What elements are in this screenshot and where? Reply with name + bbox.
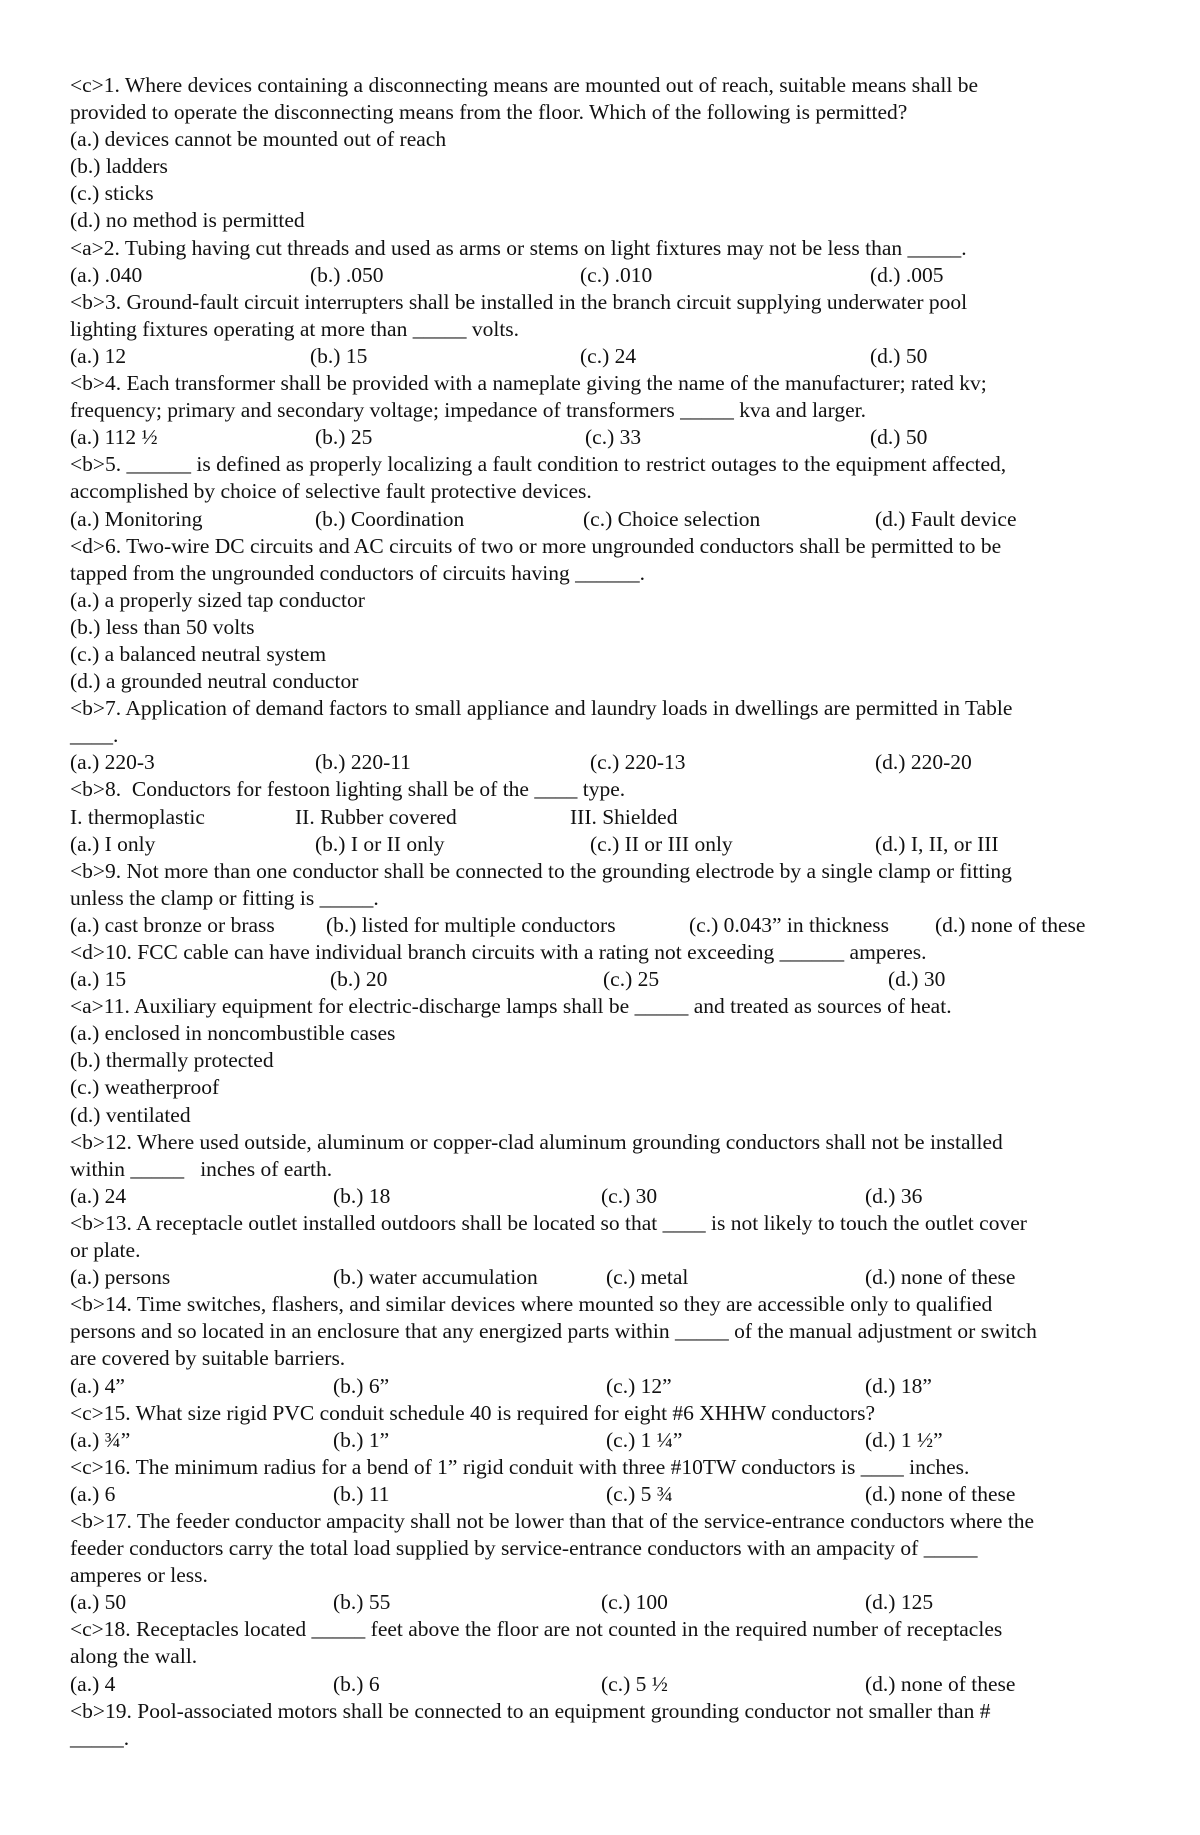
options-row [70,1183,1140,1210]
answer-option: (b.) 1” [333,1427,390,1452]
answer-option: (a.) 24 [70,1183,127,1208]
options-row [70,912,1140,939]
question-text: unless the clamp or fitting is _____. [70,885,379,910]
question-10 [70,939,1140,993]
question-text: along the wall. [70,1644,198,1669]
question-text: <d>6. Two-wire DC circuits and AC circuits of two or more ungrounded conductors shall be permitted to be [70,533,1002,558]
answer-option: (b.) 15 [310,343,368,368]
question-text: <b>19. Pool-associated motors shall be connected to an equipment grounding conductor not smaller than # [70,1698,991,1723]
answer-option: (a.) cast bronze or brass [70,912,275,937]
answer-option: (c.) 5 ½ [601,1671,668,1696]
options-row [70,1373,1140,1400]
question-text: <b>5. ______ is defined as properly localizing a fault condition to restrict outages to the equipment affected, [70,452,1007,477]
question-text: <b>8. Conductors for festoon lighting shall be of the ____ type. [70,777,626,802]
question-text: <b>9. Not more than one conductor shall be connected to the grounding electrode by a single clamp or fitting [70,858,1012,883]
statement-item: I. thermoplastic [70,804,205,829]
answer-option: (a.) 15 [70,967,127,992]
question-text: accomplished by choice of selective fault protective devices. [70,479,592,504]
answer-option: (c.) Choice selection [583,506,761,531]
answer-option: (b.) 6” [333,1373,390,1398]
answer-option: (d.) 50 [870,425,928,450]
answer-option: (c.) 30 [601,1183,658,1208]
question-14 [70,1291,1140,1399]
question-text: persons and so located in an enclosure that any energized parts within _____ of the manual adjustment or switch [70,1319,1037,1344]
question-text: ____. [70,723,119,748]
options-row [70,262,1140,289]
answer-option: (c.) II or III only [590,831,733,856]
answer-option: (a.) 12 [70,343,127,368]
question-7 [70,695,1140,776]
question-text: <a>2. Tubing having cut threads and used as arms or stems on light fixtures may not be less than _____. [70,235,967,260]
answer-option: (c.) 100 [601,1590,668,1615]
options-row [70,1481,1140,1508]
answer-option: (d.) 125 [865,1590,934,1615]
question-text: feeder conductors carry the total load supplied by service-entrance conductors with an ampacity of _____ [70,1536,978,1561]
answer-option: (b.) 220-11 [315,750,411,775]
answer-option: (d.) none of these [865,1481,1016,1506]
question-text: frequency; primary and secondary voltage; impedance of transformers _____ kva and larger. [70,398,867,423]
question-text: <b>17. The feeder conductor ampacity shall not be lower than that of the service-entrance conductors where the [70,1508,1035,1533]
question-19 [70,1698,1140,1752]
question-text: <b>7. Application of demand factors to small appliance and laundry loads in dwellings are permitted in Table [70,696,1013,721]
answer-option: (d.) I, II, or III [875,831,999,856]
options-row [70,343,1140,370]
answer-option: (a.) 4 [70,1671,116,1696]
answer-option: (d.) a grounded neutral conductor [70,669,359,694]
question-text: or plate. [70,1238,141,1263]
answer-option: (b.) 6 [333,1671,380,1696]
answer-option: (d.) Fault device [875,506,1017,531]
question-text: amperes or less. [70,1563,208,1588]
answer-option: (b.) I or II only [315,831,445,856]
options-row [70,506,1140,533]
answer-option: (a.) ¾” [70,1427,131,1452]
question-18 [70,1616,1140,1697]
answer-option: (b.) ladders [70,154,168,179]
question-text: <a>11. Auxiliary equipment for electric-discharge lamps shall be _____ and treated as sources of heat. [70,994,952,1019]
answer-option: (b.) 25 [315,425,373,450]
answer-option: (d.) 220-20 [875,750,972,775]
answer-option: (d.) no method is permitted [70,208,305,233]
question-text: <b>13. A receptacle outlet installed outdoors shall be located so that ____ is not likely to touch the outlet cover [70,1210,1027,1235]
answer-option: (d.) .005 [870,262,944,287]
answer-option: (c.) metal [606,1265,689,1290]
question-text: are covered by suitable barriers. [70,1346,346,1371]
answer-option: (a.) I only [70,831,156,856]
answer-option: (b.) listed for multiple conductors [326,912,616,937]
question-12 [70,1129,1140,1210]
answer-option: (b.) 20 [330,967,388,992]
answer-option: (b.) .050 [310,262,384,287]
answer-option: (d.) 36 [865,1183,923,1208]
answer-option: (a.) 220-3 [70,750,155,775]
answer-option: (c.) 12” [606,1373,672,1398]
answer-option: (b.) 18 [333,1183,391,1208]
question-text: tapped from the ungrounded conductors of circuits having ______. [70,560,645,585]
question-text: <c>15. What size rigid PVC conduit schedule 40 is required for eight #6 XHHW conductors? [70,1400,876,1425]
options-row [70,831,1140,858]
options-row [70,749,1140,776]
question-5 [70,451,1140,532]
answer-option: (d.) none of these [865,1265,1016,1290]
question-16 [70,1454,1140,1508]
answer-option: (d.) none of these [935,912,1086,937]
statement-item: II. Rubber covered [295,804,457,829]
question-text: <b>14. Time switches, flashers, and similar devices where mounted so they are accessible only to qualified [70,1292,993,1317]
answer-option: (a.) 4” [70,1373,125,1398]
statement-item: III. Shielded [570,804,678,829]
options-row [70,1671,1140,1698]
answer-option: (d.) 18” [865,1373,932,1398]
statements-row [70,804,1140,831]
answer-option: (c.) 24 [580,343,637,368]
question-13 [70,1210,1140,1291]
answer-option: (a.) enclosed in noncombustible cases [70,1021,396,1046]
question-text: <c>16. The minimum radius for a bend of 1” rigid conduit with three #10TW conductors is ____ inches. [70,1454,970,1479]
answer-option: (c.) 5 ¾ [606,1481,673,1506]
question-text: provided to operate the disconnecting means from the floor. Which of the following is permitted? [70,100,908,125]
answer-option: (a.) devices cannot be mounted out of reach [70,127,447,152]
answer-option: (b.) less than 50 volts [70,614,255,639]
answer-option: (a.) Monitoring [70,506,203,531]
answer-option: (c.) a balanced neutral system [70,641,327,666]
question-11 [70,993,1140,1128]
answer-option: (d.) none of these [865,1671,1016,1696]
options-row [70,424,1140,451]
answer-option: (b.) 11 [333,1481,390,1506]
answer-option: (a.) 6 [70,1481,116,1506]
answer-option: (c.) 220-13 [590,750,686,775]
answer-option: (c.) weatherproof [70,1075,220,1100]
question-text: <b>12. Where used outside, aluminum or copper-clad aluminum grounding conductors shall not be installed [70,1129,1003,1154]
answer-option: (b.) 55 [333,1590,391,1615]
question-1 [70,72,1140,235]
question-8 [70,776,1140,857]
answer-option: (c.) 33 [585,425,642,450]
question-text: <c>1. Where devices containing a disconnecting means are mounted out of reach, suitable means shall be [70,73,979,97]
answer-option: (a.) persons [70,1265,171,1290]
answer-option: (a.) .040 [70,262,143,287]
answer-option: (b.) Coordination [315,506,465,531]
question-text: <b>3. Ground-fault circuit interrupters shall be installed in the branch circuit supplying underwater pool [70,289,968,314]
answer-option: (c.) sticks [70,181,154,206]
answer-option: (b.) thermally protected [70,1048,274,1073]
answer-option: (c.) 1 ¼” [606,1427,683,1452]
answer-option: (d.) 30 [888,967,946,992]
question-text: lighting fixtures operating at more than _____ volts. [70,316,520,341]
answer-option: (d.) ventilated [70,1102,191,1127]
question-4 [70,370,1140,451]
question-3 [70,289,1140,370]
answer-option: (c.) .010 [580,262,653,287]
options-row [70,1427,1140,1454]
options-row [70,1589,1140,1616]
question-6 [70,533,1140,696]
answer-option: (c.) 0.043” in thickness [689,912,890,937]
question-text: <c>18. Receptacles located _____ feet above the floor are not counted in the required number of receptacles [70,1617,1003,1642]
answer-option: (a.) a properly sized tap conductor [70,587,365,612]
question-text: _____. [70,1725,130,1750]
question-9 [70,858,1140,939]
question-2 [70,235,1140,289]
answer-option: (d.) 1 ½” [865,1427,943,1452]
answer-option: (a.) 50 [70,1590,127,1615]
answer-option: (c.) 25 [603,967,660,992]
answer-option: (d.) 50 [870,343,928,368]
answer-option: (b.) water accumulation [333,1265,538,1290]
options-row [70,1264,1140,1291]
question-text: <b>4. Each transformer shall be provided with a nameplate giving the name of the manufacturer; rated kv; [70,371,987,396]
question-17 [70,1508,1140,1616]
question-text: <d>10. FCC cable can have individual branch circuits with a rating not exceeding ______ amperes. [70,940,927,964]
question-15 [70,1400,1140,1454]
question-text: within _____ inches of earth. [70,1156,333,1181]
answer-option: (a.) 112 ½ [70,425,158,450]
options-row [70,966,1140,993]
